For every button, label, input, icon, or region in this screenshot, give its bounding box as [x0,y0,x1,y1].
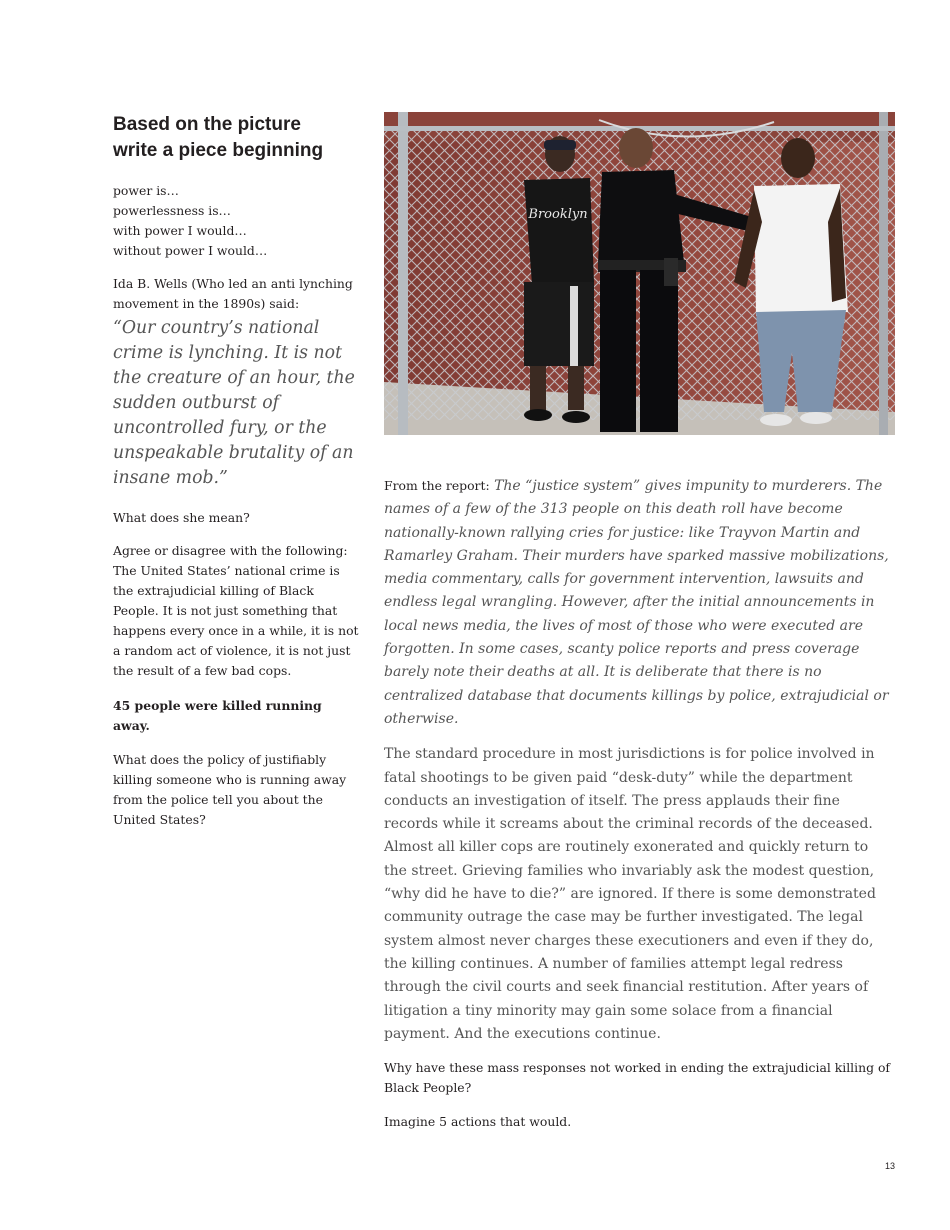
prompt-item: with power I would… [113,223,247,238]
agree-prompt: Agree or disagree with the following: [113,543,348,558]
wells-intro: Ida B. Wells (Who led an anti lynching movement in the 1890s) said: [113,276,353,311]
policy-question: What does the policy of justifiably killing someone who is running away from the police tell you about the United States? [113,752,347,827]
prompt-item: powerlessness is… [113,203,231,218]
street-photo-illustration [384,112,895,435]
running-fact: 45 people were killed running away. [113,698,322,733]
report-paragraph-1: The “justice system” gives impunity to murderers. The names of a few of the 313 people on this death roll have become nationally-known rallying cries for justice: like Trayvon Martin and Ramarley Graham. Their murders have sparked massive mobilizations, media commentary, calls for government intervention, lawsuits and endless legal wrangling. However, after the initial announcements in local news media, the lives of most of those who were executed are forgotten. In some cases, scanty police reports and press coverage barely note their deaths at all. It is deliberate that there is no centralized database that documents killings by police, extrajudicial or otherwise. [384,478,889,727]
section-heading [113,112,359,164]
prompt-item: without power I would… [113,243,268,258]
report-paragraph-2: The standard procedure in most jurisdictions is for police involved in fatal shootings to be given paid “desk-duty” while the department conducts an investigation of itself. The press applauds their fine records while it screams about the criminal records of the deceased. Almost all killer cops are routinely exonerated and quickly return to the street. Grieving families who invariably ask the modest question, “why did he have to die?” are ignored. If there is some demonstrated community outrage the case may be further investigated. The legal system almost never charges these executioners and even if they do, the killing continues. A number of families attempt legal redress through the civil courts and seek financial restitution. After years of litigation a tiny minority may gain some solace from a financial payment. And the executions continue. [384,746,876,1042]
right-column [384,474,895,1146]
mass-responses-question: Why have these mass responses not worked in ending the extrajudicial killing of Black People? [384,1060,890,1096]
prompt-item: power is… [113,183,179,198]
left-column [113,112,359,843]
street-photo [384,112,895,435]
report-excerpt [384,474,895,731]
writing-prompts [113,181,359,261]
page-number: 13 [884,1161,895,1171]
wells-quote: “Our country’s national crime is lynching. It is not the creature of an hour, the sudden outburst of uncontrolled fury, or the unspeakable brutality of an insane mob.” [113,318,355,488]
agree-statement: The United States’ national crime is the extrajudicial killing of Black People. It is not just something that happens every once in a while, it is not a random act of violence, it is not just the result of a few bad cops. [113,563,359,678]
imagine-actions-prompt: Imagine 5 actions that would. [384,1114,572,1130]
shirt-print: Brooklyn [528,207,588,222]
heading-line-2: write a piece beginning [113,140,324,161]
agree-block [113,541,359,681]
report-lead: From the report: [384,478,490,493]
meaning-question: What does she mean? [113,510,250,525]
heading-line-1: Based on the picture [113,114,301,135]
